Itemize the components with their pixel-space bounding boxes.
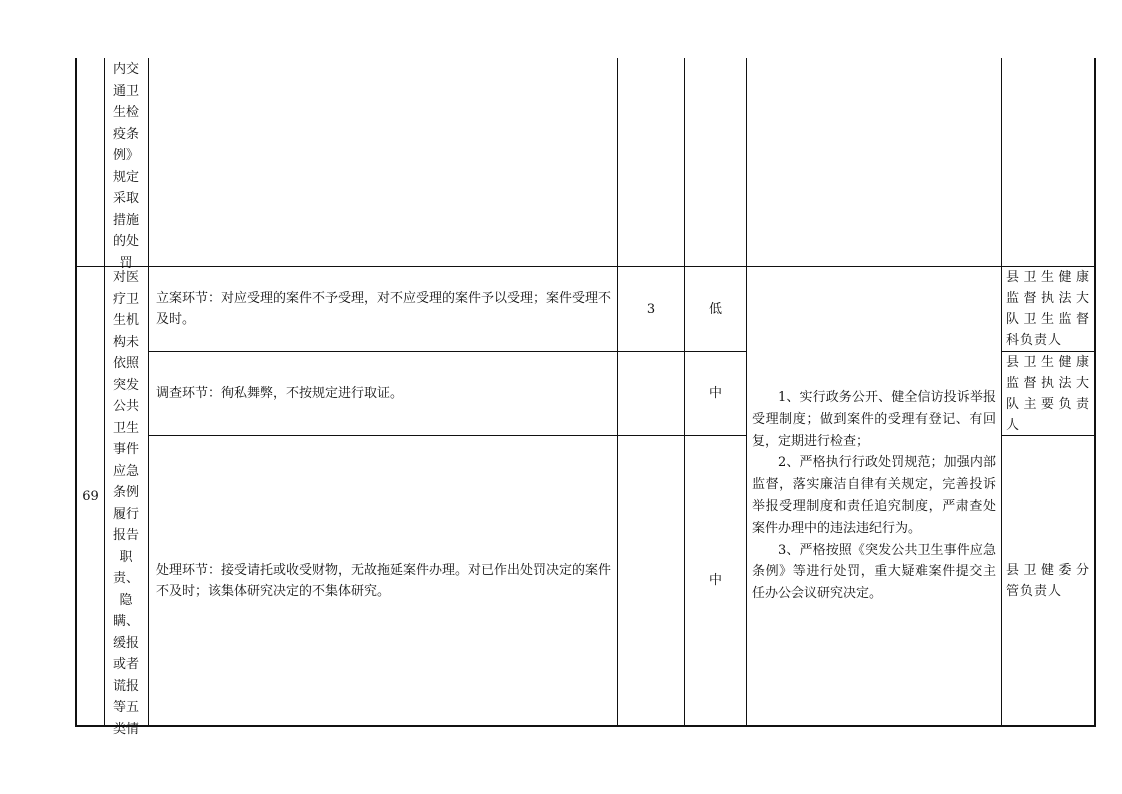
item-name-line: 职 [119,549,133,565]
item-name-line: 公共 [112,399,139,414]
risk-point-investigation [156,352,614,435]
item-name-line: 内交 [112,62,139,77]
measure-item: 2、严格执行行政处罚规范；加强内部监督，落实廉洁自律有关规定，完善投诉举报受理制度和责任追究制度，严肃查处案件办理中的违法违纪行为。 [752,455,996,536]
item-name-line: 突发 [112,377,139,393]
probability-cell [618,352,684,435]
item-name-line: 生检 [112,105,139,120]
probability-cell [618,436,684,725]
item-name-line: 履行 [112,506,139,522]
risk-level-cell: 低 [708,301,722,317]
risk-level-cell: 中 [708,573,722,588]
responsible-handling [1006,436,1090,725]
col-divider [746,58,747,726]
item-name-line: 类情 [112,721,139,737]
item-name-line: 通卫 [112,83,139,99]
table-border-bottom [75,725,1096,727]
responsible-line: 监督执法大 [1006,291,1090,306]
item-name-line: 生机 [112,313,139,328]
item-name-line: 的处 [112,234,139,249]
risk-point-text: 调查环节：徇私舞弊，不按规定进行取证。 [156,386,404,401]
item-name-line: 瞒、 [112,614,139,629]
measure-item: 3、严格按照《突发公共卫生事件应急条例》等进行处罚，重大疑难案件提交主任办公会议研究决定。 [752,542,996,602]
table-border-right [1094,58,1096,726]
item-name-line: 罚 [119,255,133,271]
responsible-line: 队主要负责 [1006,396,1090,412]
item-name-line: 责、 [112,571,139,586]
responsible-line: 人 [1006,417,1021,433]
item-name-line: 卫生 [112,420,139,436]
risk-point-text: 处理环节：接受请托或收受财物，无故拖延案件办理。对已作出处罚决定的案件不及时；该集体研究决定的不集体研究。 [156,562,612,599]
responsible-filing [1006,267,1090,351]
item-name-line: 疫条 [112,126,139,142]
responsible-line: 科负责人 [1006,333,1063,348]
risk-point-filing [156,267,614,351]
col-divider [1001,58,1002,726]
risk-point-text: 立案环节：对应受理的案件不予受理，对不应受理的案件予以受理；案件受理不及时。 [156,291,612,327]
item-name-line: 规定 [112,169,139,185]
item-name-line: 应急 [112,463,139,479]
col-divider [104,58,105,726]
probability-cell: 3 [646,301,656,317]
item-name-line: 依照 [112,356,139,371]
responsible-line: 管负责人 [1006,583,1063,599]
risk-level-cell: 中 [708,386,722,401]
item-name-line: 谎报 [112,678,139,694]
item-name-line: 例》 [112,148,139,163]
responsible-line: 监督执法大 [1006,375,1090,391]
item-name-continued [110,59,142,274]
item-name-line: 条例 [112,485,139,500]
item-name-line: 对医 [112,270,139,285]
item-name-line: 采取 [112,191,139,206]
item-name-line: 隐 [119,592,133,608]
item-name-line: 报告 [112,528,139,543]
item-name-line: 等五 [112,700,139,715]
item-name-line: 措施 [112,212,139,228]
responsible-line: 队卫生监督 [1006,312,1090,327]
risk-point-handling [156,436,614,725]
item-name-line: 缓报 [112,635,139,651]
item-name-line: 疗卫 [112,291,139,307]
item-name-line: 或者 [112,657,139,672]
item-name-line: 事件 [112,442,139,457]
row-number: 69 [82,488,99,504]
prevention-measures [752,267,996,725]
measure-item: 1、实行政务公开、健全信访投诉举报受理制度；做到案件的受理有登记、有回复，定期进行检查； [752,390,996,449]
item-name-line: 构未 [112,334,139,350]
responsible-investigation [1006,352,1090,435]
responsible-line: 县卫生健康 [1006,354,1090,370]
responsible-line: 县卫生健康 [1006,270,1090,285]
responsible-line: 县卫健委分 [1006,562,1090,578]
item-name [110,267,142,740]
col-divider [148,58,149,726]
